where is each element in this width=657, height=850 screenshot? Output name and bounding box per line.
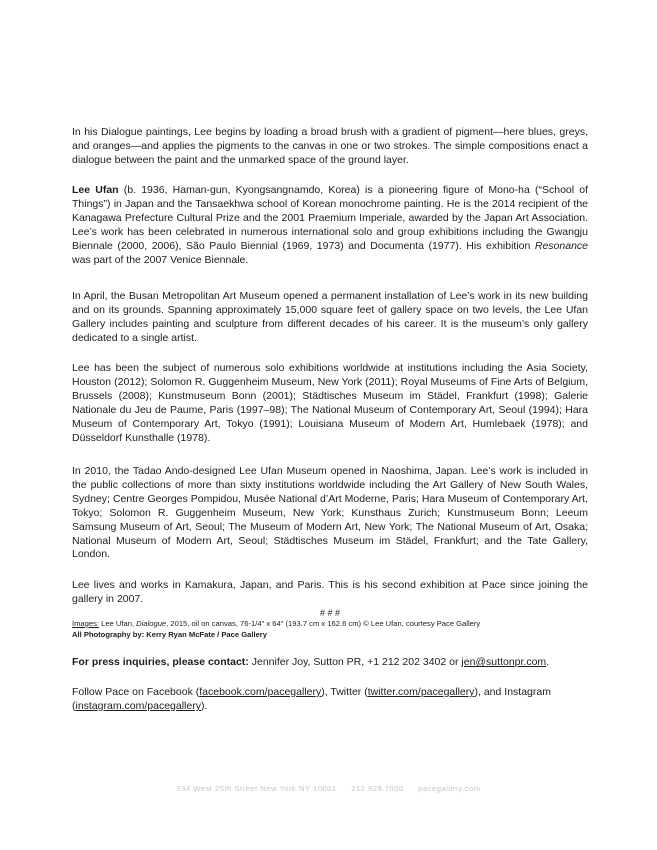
social-text-b: ), Twitter ( — [321, 686, 368, 698]
bio-text-b: was part of the 2007 Venice Biennale. — [72, 253, 249, 266]
social-links — [72, 686, 588, 714]
press-end: . — [546, 656, 550, 668]
separator: # # # — [319, 608, 341, 618]
letterhead-footer — [0, 784, 657, 793]
press-text: Jennifer Joy, Sutton PR, +1 212 202 3402 or — [248, 656, 462, 668]
footer-web: pacegallery.com — [418, 784, 481, 793]
paragraph-dialogue: In his Dialogue paintings, Lee begins by loading a broad brush with a gradient of pigment—here blues, greys, and oranges—and applies the pigments to the canvas in one or two strokes. The simple compositions enact a dialogue between the paint and the unmarked space of the ground layer. — [72, 126, 588, 166]
paragraph-bio — [72, 184, 588, 267]
image-caption — [72, 619, 588, 630]
caption-label: Images: — [72, 619, 100, 628]
social-text-a: Follow Pace on Facebook ( — [72, 686, 200, 698]
bio-text-a: (b. 1936, Haman-gun, Kyongsangnamdo, Korea) is a pioneering figure of Mono-ha (“School of Things”) in Japan and the Tansaekhwa school of Korean monochrome painting. He is the 2014 recipient of the Kanagawa Prefecture Cultural Prize and the 2001 Praemium Imperiale, awarded by the Japan Art Association. Lee’s work has been celebrated in numerous international solo and group exhibitions including the Gwangju Biennale (2000, 2006), São Paulo Biennial (1969, 1973) and Documenta (1977). His exhibition — [72, 184, 589, 252]
footer-address: 534 West 25th Street New York NY 10001 — [176, 784, 337, 793]
facebook-link[interactable]: facebook.com/pacegallery — [199, 686, 322, 698]
twitter-link[interactable]: twitter.com/pacegallery — [367, 686, 475, 698]
photo-credit: All Photography by: Kerry Ryan McFate / Pace Gallery — [72, 630, 267, 639]
artist-name: Lee Ufan — [72, 184, 119, 196]
caption-title: Dialogue — [136, 619, 167, 628]
social-text-d: ). — [200, 699, 208, 712]
press-lead: For press inquiries, please contact: — [72, 656, 249, 668]
instagram-link[interactable]: instagram.com/pacegallery — [75, 699, 201, 712]
paragraph-busan: In April, the Busan Metropolitan Art Museum opened a permanent installation of Lee’s work in its new building and on its grounds. Spanning approximately 15,000 square feet of gallery space on two levels, the Lee Ufan Gallery includes painting and sculpture from different decades of his career. It is the museum’s only gallery dedicated to a single artist. — [72, 290, 588, 344]
exhibition-title: Resonance — [534, 239, 588, 252]
press-contact — [72, 656, 588, 670]
caption-text-b: , 2015, oil on canvas, 76-1/4" x 64" (193.7 cm x 162.6 cm) © Lee Ufan, courtesy Pace Gallery — [166, 619, 481, 628]
caption-text-a: Lee Ufan, — [99, 619, 137, 628]
footer-phone: 212.929.7000 — [351, 784, 404, 793]
social-text-c: ), and Instagram ( — [72, 686, 551, 712]
paragraph-lives-works: Lee lives and works in Kamakura, Japan, and Paris. This is his second exhibition at Pace since joining the gallery in 2007. — [72, 579, 588, 605]
press-email-link[interactable]: jen@suttonpr.com — [461, 656, 547, 668]
paragraph-collections: In 2010, the Tadao Ando-designed Lee Ufan Museum opened in Naoshima, Japan. Lee’s work is included in the public collections of more than sixty institutions worldwide including the Art Gallery of New South Wales, Sydney; Centre Georges Pompidou, Musée National d’Art Moderne, Paris; Hara Museum of Contemporary Art, Tokyo; Solomon R. Guggenheim Museum, New York; Kunsthaus Zurich; Kunstmuseum Bonn; Leeum Samsung Museum of Art, Seoul; The Museum of Modern Art, New York; The National Museum of Art, Osaka; National Museum of Modern Art, Seoul; Städtisches Museum im Städel, Frankfurt; and the Tate Gallery, London. — [72, 465, 588, 561]
paragraph-solo-exhibitions: Lee has been the subject of numerous solo exhibitions worldwide at institutions including the Asia Society, Houston (2012); Solomon R. Guggenheim Museum, New York (2011); Royal Museums of Fine Arts of Belgium, Brussels (2008); Kunstmuseum Bonn (2001); Städtisches Museum im Städel, Frankfurt (1998); Galerie Nationale du Jeu de Paume, Paris (1997–98); The National Museum of Contemporary Art, Seoul (1994); Hara Museum of Contemporary Art, Tokyo (1991); Louisiana Museum of Modern Art, Humlebaek (1978); and Düsseldorf Kunsthalle (1978). — [72, 362, 588, 444]
